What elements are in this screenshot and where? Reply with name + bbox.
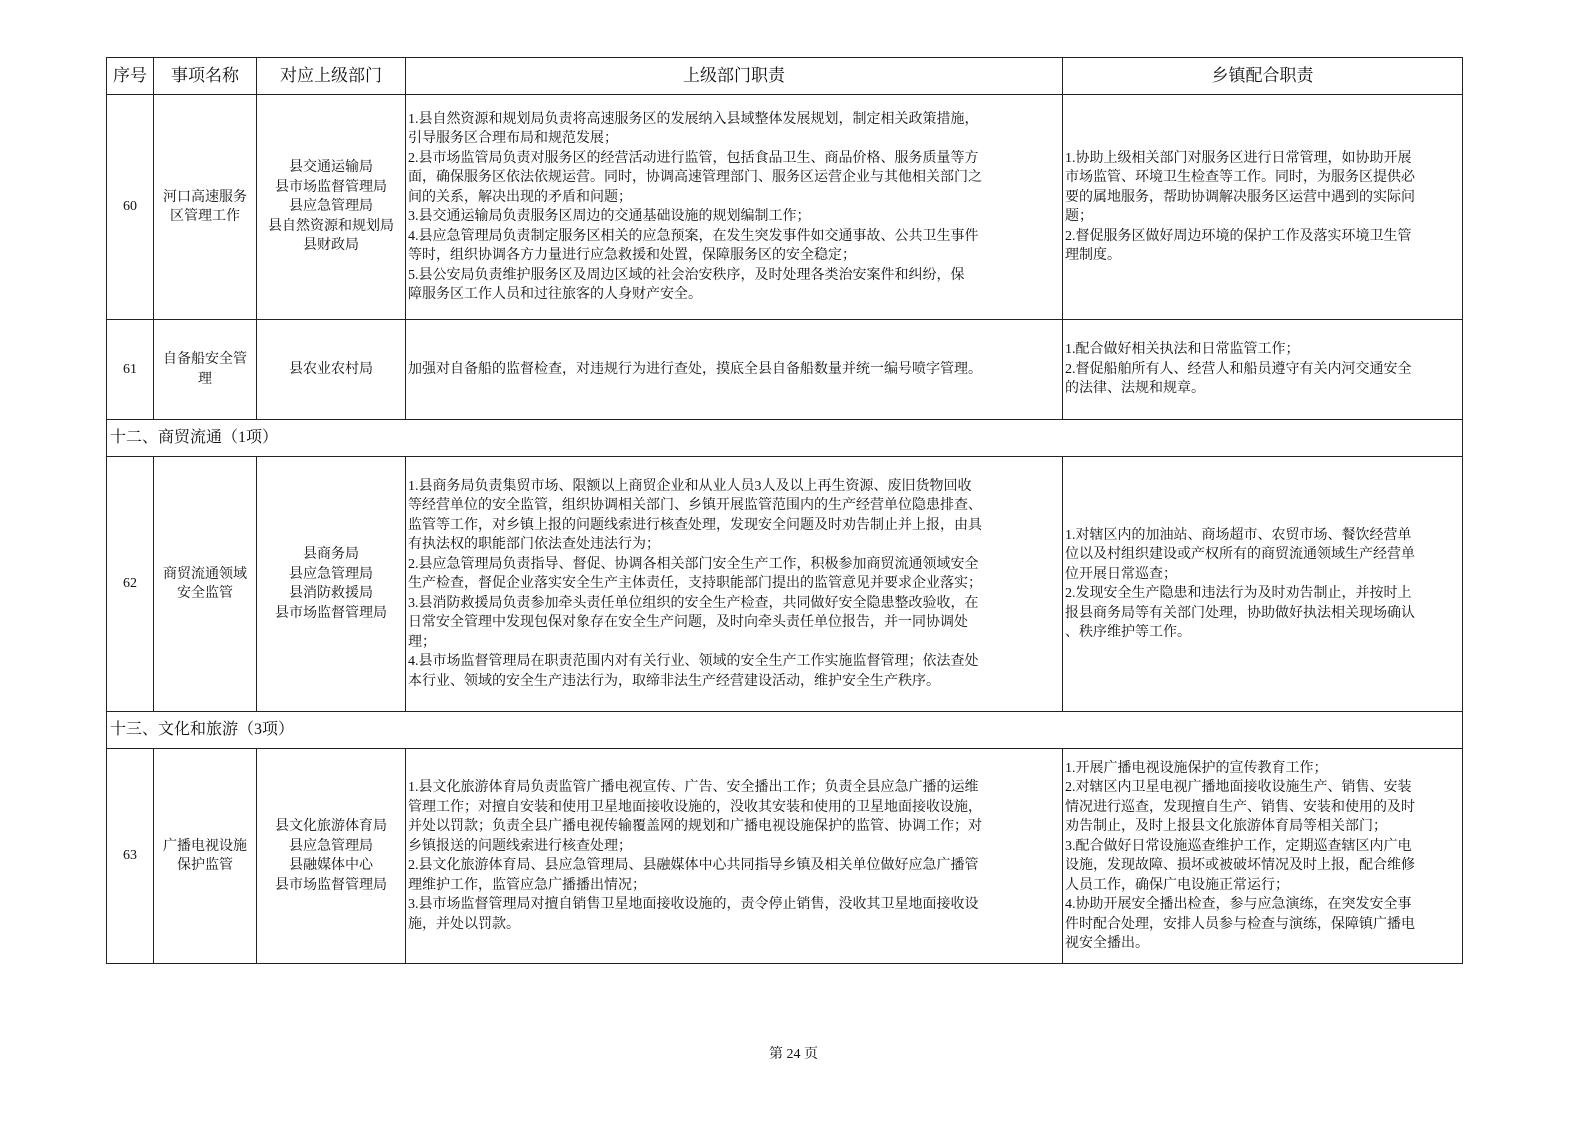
text-line: 县文化旅游体育局: [275, 819, 387, 834]
text-line: 生产检查，督促企业落实安全生产主体责任，支持职能部门提出的监管意见并要求企业落实；: [408, 576, 982, 592]
text-line: 2.督促服务区做好周边环境的保护工作及落实环境卫生管: [1065, 228, 1412, 244]
town-duties: [1063, 457, 1463, 712]
text-line: 日常安全管理中发现包保对象存在安全生产问题，及时向牵头责任单位报告，并一同协调处: [408, 615, 968, 631]
table-row: [107, 457, 1463, 712]
text-line: 障服务区工作人员和过往旅客的人身财产安全。: [408, 287, 702, 302]
text-line: 5.县公安局负责维护服务区及周边区域的社会治安秩序，及时处理各类治安案件和纠纷，保: [408, 267, 965, 283]
table-row: [107, 749, 1463, 964]
upper-duties: [406, 749, 1063, 964]
text-line: 4.县应急管理局负责制定服务区相关的应急预案，在发生突发事件如交通事故、公共卫生事件: [408, 228, 979, 244]
section-title: 十二、商贸流通（1项）: [107, 420, 1463, 457]
item-number: 63: [107, 749, 154, 964]
text-line: 的法律、法规和规章。: [1065, 381, 1205, 397]
table-row: [107, 95, 1463, 320]
item-name: [154, 95, 257, 320]
text-line: 理；: [408, 634, 436, 650]
item-number: 60: [107, 95, 154, 320]
text-line: 县应急管理局: [289, 199, 373, 215]
header-item-name: 事项名称: [154, 58, 257, 95]
page-number: 第 24 页: [769, 1047, 818, 1062]
section-row: [107, 420, 1463, 457]
text-line: 等时，组织协调各方力量进行应急救援和处置，保障服务区的安全稳定；: [408, 248, 856, 263]
text-line: 县融媒体中心: [289, 858, 373, 873]
text-line: 县市场监督管理局: [275, 179, 387, 195]
text-line: 县应急管理局: [289, 838, 373, 854]
item-number: 62: [107, 457, 154, 712]
text-line: 区管理工作: [170, 209, 240, 224]
text-line: 报县商务局等有关部门处理，协助做好执法相关现场确认: [1065, 605, 1415, 621]
text-line: 县自然资源和规划局: [268, 218, 394, 234]
text-line: 4.协助开展安全播出检查，参与应急演练，在突发安全事: [1065, 897, 1412, 912]
section-title: 十三、文化和旅游（3项）: [107, 712, 1463, 749]
text-line: 县市场监督管理局: [275, 605, 387, 621]
text-line: 加强对自备船的监督检查，对违规行为进行查处，摸底全县自备船数量并统一编号喷字管理。: [408, 361, 982, 377]
responsibility-table: [106, 57, 1463, 964]
upper-departments: [257, 320, 406, 420]
item-number: 61: [107, 320, 154, 420]
text-line: 县消防救援局: [289, 586, 373, 601]
text-line: 理制度。: [1065, 248, 1121, 263]
table-header-row: [107, 58, 1463, 95]
text-line: 管理工作；对擅自安装和使用卫星地面接收设施的，没收其安装和使用的卫星地面接收设施，: [408, 799, 982, 815]
upper-departments: [257, 749, 406, 964]
text-line: 面，确保服务区依法依规运营。同时，协调高速管理部门、服务区运营企业与其他相关部门之: [408, 170, 982, 185]
text-line: 县应急管理局: [289, 566, 373, 582]
text-line: 3.县消防救援局负责参加牵头责任单位组织的安全生产检查，共同做好安全隐患整改验收，在: [408, 595, 979, 611]
text-line: 理: [198, 371, 212, 387]
text-line: 位以及村组织建设或产权所有的商贸流通领域生产经营单: [1065, 547, 1415, 562]
text-line: 保护监管: [177, 858, 233, 873]
text-line: 乡镇报送的问题线索进行核查处理；: [408, 838, 632, 854]
text-line: 县财政局: [303, 238, 359, 254]
text-line: 3.配合做好日常设施巡查维护工作，定期巡查辖区内广电: [1065, 838, 1412, 854]
town-duties: [1063, 749, 1463, 964]
text-line: 情况进行巡查，发现擅自生产、销售、安装和使用的及时: [1065, 799, 1415, 815]
section-row: [107, 712, 1463, 749]
header-no: 序号: [107, 58, 154, 95]
upper-duties: [406, 320, 1063, 420]
text-line: 位开展日常巡查；: [1065, 566, 1177, 582]
text-line: 县农业农村局: [289, 361, 373, 377]
text-line: 人员工作，确保广电设施正常运行；: [1065, 877, 1289, 893]
text-line: 并处以罚款；负责全县广播电视传输覆盖网的规划和广播电视设施保护的监管、协调工作；对: [408, 819, 982, 834]
text-line: 县交通运输局: [289, 160, 373, 176]
text-line: 1.对辖区内的加油站、商场超市、农贸市场、餐饮经营单: [1065, 527, 1412, 543]
text-line: 2.对辖区内卫星电视广播地面接收设施生产、销售、安装: [1065, 780, 1412, 795]
text-line: 、秩序维护等工作。: [1065, 625, 1191, 640]
text-line: 设施，发现故障、损坏或被破坏情况及时上报，配合维修: [1065, 858, 1415, 873]
upper-duties: [406, 95, 1063, 320]
text-line: 自备船安全管: [163, 352, 247, 367]
upper-departments: [257, 457, 406, 712]
text-line: 1.县文化旅游体育局负责监管广播电视宣传、广告、安全播出工作；负责全县应急广播的运维: [408, 780, 979, 795]
text-line: 1.县自然资源和规划局负责将高速服务区的发展纳入县域整体发展规划，制定相关政策措施，: [408, 111, 979, 127]
upper-duties: [406, 457, 1063, 712]
text-line: 安全监管: [177, 586, 233, 601]
text-line: 2.督促船舶所有人、经营人和船员遵守有关内河交通安全: [1065, 361, 1412, 377]
table-row: [107, 320, 1463, 420]
text-line: 2.县市场监管局负责对服务区的经营活动进行监管，包括食品卫生、商品价格、服务质量等方: [408, 150, 979, 166]
text-line: 3.县市场监督管理局对擅自销售卫星地面接收设施的，责令停止销售，没收其卫星地面接收设: [408, 897, 979, 912]
text-line: 题；: [1065, 209, 1093, 224]
text-line: 1.协助上级相关部门对服务区进行日常管理，如协助开展: [1065, 150, 1412, 166]
text-line: 视安全播出。: [1065, 936, 1149, 951]
text-line: 理维护工作，监管应急广播播出情况；: [408, 877, 646, 893]
upper-departments: [257, 95, 406, 320]
item-name: [154, 749, 257, 964]
town-duties: [1063, 95, 1463, 320]
text-line: 要的属地服务，帮助协调解决服务区运营中遇到的实际问: [1065, 189, 1415, 205]
town-duties: [1063, 320, 1463, 420]
text-line: 商贸流通领域: [163, 566, 247, 582]
text-line: 4.县市场监督管理局在职责范围内对有关行业、领域的安全生产工作实施监督管理；依法查处: [408, 654, 979, 670]
text-line: 市场监管、环境卫生检查等工作。同时，为服务区提供必: [1065, 170, 1415, 185]
header-upper-dept: 对应上级部门: [257, 58, 406, 95]
table-body: [107, 95, 1463, 964]
item-name: [154, 457, 257, 712]
text-line: 县市场监督管理局: [275, 877, 387, 893]
text-line: 2.发现安全生产隐患和违法行为及时劝告制止，并按时上: [1065, 586, 1412, 601]
text-line: 件时配合处理，安排人员参与检查与演练，保障镇广播电: [1065, 916, 1415, 932]
header-upper-duties: 上级部门职责: [406, 58, 1063, 95]
text-line: 间的关系，解决出现的矛盾和问题；: [408, 189, 632, 205]
text-line: 施，并处以罚款。: [408, 916, 520, 932]
item-name: [154, 320, 257, 420]
text-line: 2.县文化旅游体育局、县应急管理局、县融媒体中心共同指导乡镇及相关单位做好应急广播管: [408, 858, 979, 873]
text-line: 广播电视设施: [163, 838, 247, 854]
text-line: 监管等工作，对乡镇上报的问题线索进行核查处理，发现安全问题及时劝告制止并上报，由具: [408, 517, 982, 533]
text-line: 县商务局: [303, 547, 359, 562]
text-line: 本行业、领域的安全生产违法行为，取缔非法生产经营建设活动，维护安全生产秩序。: [408, 673, 940, 689]
text-line: 1.县商务局负责集贸市场、限额以上商贸企业和从业人员3人及以上再生资源、废旧货物回收: [408, 478, 972, 494]
text-line: 1.配合做好相关执法和日常监管工作；: [1065, 342, 1300, 358]
text-line: 1.开展广播电视设施保护的宣传教育工作；: [1065, 760, 1328, 776]
text-line: 有执法权的职能部门依法查处违法行为；: [408, 537, 660, 553]
text-line: 劝告制止，及时上报县文化旅游体育局等相关部门；: [1065, 819, 1387, 834]
text-line: 等经营单位的安全监管，组织协调相关部门、乡镇开展监管范围内的生产经营单位隐患排查、: [408, 498, 982, 514]
text-line: 3.县交通运输局负责服务区周边的交通基础设施的规划编制工作；: [408, 209, 811, 224]
text-line: 2.县应急管理局负责指导、督促、协调各相关部门安全生产工作，积极参加商贸流通领域安全: [408, 556, 979, 572]
text-line: 引导服务区合理布局和规范发展；: [408, 131, 618, 146]
text-line: 河口高速服务: [163, 189, 247, 205]
header-town-duties: 乡镇配合职责: [1063, 58, 1463, 95]
